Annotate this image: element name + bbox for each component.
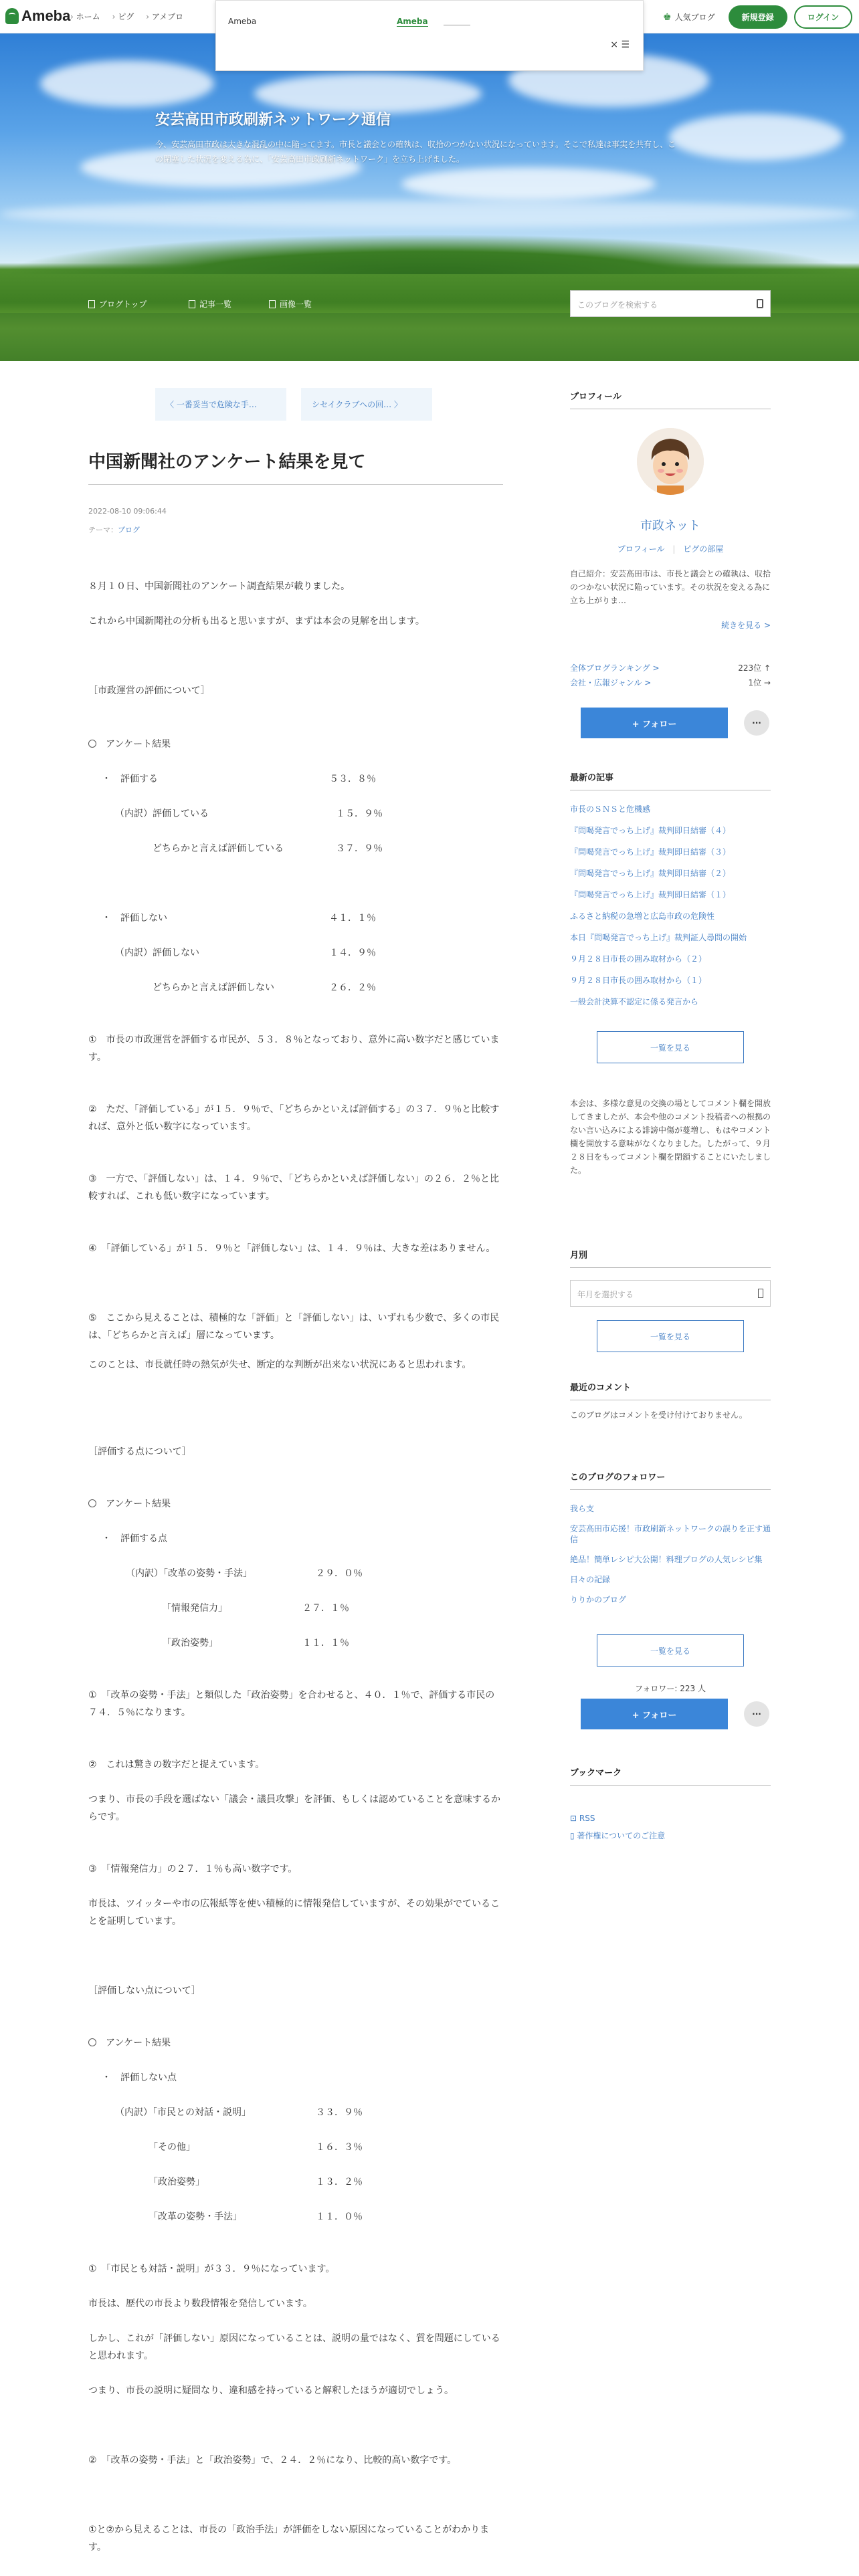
follower-link[interactable]: 日々の記録 (570, 1575, 611, 1584)
avatar-face-icon (637, 428, 704, 495)
profile-avatar[interactable] (637, 428, 704, 495)
recent-article-link[interactable]: 『問喝発言でっち上げ』裁判即日結審（１） (570, 890, 731, 899)
bookmark-heading: ブックマーク (570, 1765, 771, 1786)
more-options-button-bottom[interactable]: ··· (744, 1701, 769, 1727)
recent-article-link[interactable]: 本日『問喝発言でっち上げ』裁判証人尋問の開始 (570, 933, 747, 942)
article-date: 2022-08-10 09:06:44 (88, 507, 167, 516)
ad-label: Ameba (228, 17, 257, 26)
profile-heading: プロフィール (570, 389, 771, 409)
blog-top-link[interactable]: ブログトップ (88, 298, 147, 310)
list-item: ・ 評価する (102, 774, 158, 784)
ranking-value: 223位 ↑ (738, 663, 771, 673)
value: ２９．０％ (316, 1568, 363, 1579)
genre-ranking-link[interactable]: 会社・広報ジャンル > (570, 678, 652, 687)
list-item: （内訳）評価している (115, 809, 209, 819)
ad-close-icon[interactable]: × ☰ (610, 39, 630, 50)
value: １６．３％ (316, 2142, 363, 2153)
paragraph: ② これは驚きの数字だと捉えています。 (88, 1759, 265, 1770)
paragraph: ① 市長の市政運営を評価する市民が、５３．８％となっており、意外に高い数字だと感じています。 (88, 1035, 500, 1063)
nav-pigg[interactable]: › ピグ (112, 11, 134, 22)
list-heading: アンケート結果 (88, 2034, 503, 2052)
recent-list-button[interactable]: 一覧を見る (597, 1031, 744, 1063)
circle-icon (88, 740, 96, 748)
article-title[interactable]: 中国新聞社のアンケート結果を見て (88, 452, 366, 472)
profile-link[interactable]: プロフィール (617, 544, 665, 554)
ameba-logo-icon (5, 8, 19, 24)
paragraph: つまり、市長の説明に疑問なり、違和感を持っていると解釈したほうが適切でしょう。 (88, 2385, 454, 2396)
circle-icon (88, 1499, 96, 1507)
value: ３７．９％ (336, 843, 383, 854)
crown-icon: ♚ (663, 11, 672, 23)
ad-banner[interactable] (215, 0, 644, 71)
list-item: （内訳）評価しない (115, 948, 199, 958)
month-select[interactable]: 年月を選択する (570, 1280, 771, 1307)
recent-article-link[interactable]: 一般会計決算不認定に係る発言から (570, 997, 699, 1006)
rss-link[interactable]: ⊡ RSS (570, 1814, 595, 1823)
list-item: ・ 評価しない (102, 913, 167, 924)
paragraph: ④ 「評価している」が１５．９％と「評価しない」は、１４．９％は、大きな差はありません。 (88, 1243, 496, 1254)
list-heading: アンケート結果 (88, 736, 503, 753)
value: １４．９％ (329, 948, 376, 958)
image-icon (269, 300, 276, 308)
image-list-link[interactable]: 画像一覧 (269, 298, 312, 310)
paragraph: ①と②から見えることは、市長の「政治手法」が評価をしない原因になっていることがわかります。 (88, 2525, 490, 2553)
follower-link[interactable]: 絶品！簡単レシピ大公開！料理ブログの人気レシピ集 (570, 1555, 763, 1564)
blog-search-input[interactable]: このブログを検索する (570, 290, 771, 317)
article-pager (155, 388, 432, 421)
value: １５．９％ (336, 809, 383, 819)
follower-link[interactable]: 我ら支 (570, 1504, 595, 1513)
list-item: どちらかと言えば評価しない (153, 982, 274, 993)
follower-link[interactable]: りりかのブログ (570, 1595, 627, 1604)
rss-icon: ⊡ (570, 1814, 579, 1823)
followers-list (570, 1503, 771, 1614)
value: １３．２％ (316, 2177, 363, 2187)
global-nav (70, 11, 183, 22)
follow-button[interactable]: + フォロー (581, 708, 728, 738)
comment-notice: 本会は、多様な意見の交換の場としてコメント欄を開放してきましたが、本会や他のコメント投稿者への根拠のない言い込みによる誹謗中傷が蔓増し、もはやコメント欄を開放する意味がなくなりました。したがって、９月２８日をもってコメント欄を閉鎖することにいたしました。 (570, 1099, 771, 1175)
nav-home[interactable]: › ホーム (70, 11, 100, 22)
monthly-list-button[interactable]: 一覧を見る (597, 1320, 744, 1352)
ad-link[interactable]: Ameba (397, 17, 428, 26)
paragraph: ① 「市民とも対話・説明」が３３．９％になっています。 (88, 2264, 335, 2274)
followers-heading: このブログのフォロワー (570, 1470, 771, 1490)
ranking-link[interactable]: 全体ブログランキング > (570, 663, 660, 673)
value: ５３．８％ (329, 774, 376, 784)
list-item: 「情報発信力」 (162, 1603, 227, 1614)
comments-closed-text: このブログはコメントを受け付けておりません。 (570, 1410, 747, 1420)
search-icon[interactable] (757, 299, 763, 308)
circle-icon (88, 2038, 96, 2046)
follower-count: フォロワー: 223 人 (635, 1684, 706, 1693)
login-button[interactable]: ログイン (794, 5, 852, 29)
paragraph: ⑤ ここから見えることは、積極的な「評価」と「評価しない」は、いずれも少数で、多くの市民は、「どちらかと言えば」層になっています。 (88, 1313, 500, 1341)
next-article-link[interactable]: シセイクラブへの回… 〉 (301, 388, 432, 421)
recent-article-link[interactable]: ９月２８日市長の囲み取材から（２） (570, 954, 707, 964)
list-item: 「改革の姿勢・手法」 (149, 2212, 242, 2222)
list-item: 「政治姿勢」 (149, 2177, 205, 2187)
recent-heading: 最新の記事 (570, 770, 771, 790)
paragraph: ② ただ、「評価している」が１５．９％で、「どちらかといえば評価する」の３７．９％と比較すれば、意外と低い数字になっています。 (88, 1104, 500, 1132)
recent-article-link[interactable]: 『問喝発言でっち上げ』裁判即日結審（３） (570, 847, 731, 857)
copyright-link[interactable]: ▯ 著作権についてのご注意 (570, 1831, 666, 1840)
paragraph: ③ 一方で、「評価しない」は、１４．９％で、「どちらかといえば評価しない」の２６．２％と比較すれば、これも低い数字になっています。 (88, 1174, 499, 1202)
title-divider (88, 484, 503, 485)
list-item: ・ 評価する点 (102, 1533, 167, 1544)
recent-comments-heading: 最近のコメント (570, 1380, 771, 1400)
monthly-heading: 月別 (570, 1248, 771, 1268)
list-heading: アンケート結果 (88, 1495, 503, 1513)
blog-title[interactable]: 安芸高田市政刷新ネットワーク通信 (155, 112, 391, 128)
select-icon (758, 1289, 763, 1298)
recent-article-link[interactable]: ９月２８日市長の囲み取材から（１） (570, 976, 707, 985)
recent-article-link[interactable]: 『問喝発言でっち上げ』裁判即日結審（２） (570, 869, 731, 878)
value: ４１．１％ (329, 913, 376, 924)
list-item: （内訳）「市民との対話・説明」 (115, 2107, 251, 2118)
value: ３３．９％ (316, 2107, 363, 2118)
article-theme: テーマ：ブログ (88, 526, 140, 534)
read-more-link[interactable]: 続きを見る > (721, 621, 771, 630)
nav-ameblo[interactable]: › アメブロ (146, 11, 183, 22)
paragraph: ③ 「情報発信力」の２７．１％も高い数字です。 (88, 1864, 298, 1874)
paragraph: ① 「改革の姿勢・手法」と類似した「政治姿勢」を合わせると、４０．１％で、評価する市民の７４．５％になります。 (88, 1690, 495, 1718)
follow-button-bottom[interactable]: + フォロー (581, 1699, 728, 1729)
list-item: 「その他」 (149, 2142, 195, 2153)
list-item: 「政治姿勢」 (162, 1638, 218, 1648)
chevron-left-icon: 〈 (166, 400, 177, 409)
genre-ranking-value: 1位 → (748, 678, 771, 687)
more-options-button[interactable]: ··· (744, 710, 769, 736)
paragraph: ② 「改革の姿勢・手法」と「政治姿勢」で、２４．２％になり、比較的高い数字です。 (88, 2455, 457, 2466)
section-heading: ［評価しない点について］ (88, 1985, 201, 1996)
paragraph: 市長は、ツイッターや市の広報紙等を使い積極的に情報発信していますが、その効果がでていることを証明しています。 (88, 1899, 500, 1927)
section-heading: ［市政運営の評価について］ (88, 685, 210, 696)
pigg-room-link[interactable]: ピグの部屋 (683, 544, 724, 554)
value: ２６．２％ (329, 982, 376, 993)
register-button[interactable]: 新規登録 (729, 5, 787, 29)
blog-description: 今、安芸高田市政は大きな混乱の中に陥ってます。市長と議会との確執は、収拾のつかない状況になっています。そこで私達は事実を共有し、この閉塞した状況を変える為に、「安芸高田市政刷新ネットワーク」を立ち上げました。 (155, 140, 676, 164)
value: １１．０％ (316, 2212, 363, 2222)
article-list-link[interactable]: 記事一覧 (189, 298, 231, 310)
theme-link[interactable]: ブログ (118, 526, 140, 534)
profile-intro: 自己紹介：安芸高田市は、市長と議会との確執は、収拾のつかない状況に陥っています。その状況を変える為に立ち上がりま… (570, 569, 771, 605)
paragraph: このことは、市長就任時の熱気が失せ、断定的な判断が出来ない状況にあると思われます。 (88, 1360, 472, 1370)
followers-list-button[interactable]: 一覧を見る (597, 1634, 744, 1667)
paragraph: つまり、市長の手段を選ばない「議会・議員攻撃」を評価、もしくは認めていることを意味するからです。 (88, 1794, 500, 1822)
paragraph: ８月１０日、中国新聞社のアンケート調査結果が載りました。 (88, 581, 351, 592)
paragraph: しかし、これが「評価しない」原因になっていることは、説明の量ではなく、質を問題にしていると思われます。 (88, 2333, 500, 2361)
recent-article-link[interactable]: 『問喝発言でっち上げ』裁判即日結審（４） (570, 826, 731, 835)
popular-blog-link[interactable]: ♚ 人気ブログ (663, 11, 715, 23)
value: １１．１％ (302, 1638, 349, 1648)
profile-links: プロフィール | ピグの部屋 (617, 544, 724, 554)
paragraph: 市長は、歴代の市長より数段情報を発信しています。 (88, 2298, 312, 2309)
recent-article-link[interactable]: ふるさと納税の急増と広島市政の危険性 (570, 911, 715, 921)
home-icon (88, 300, 95, 308)
recent-article-link[interactable]: 市長のＳＮＳと危機感 (570, 804, 651, 814)
list-icon (189, 300, 195, 308)
document-icon: ▯ (570, 1831, 577, 1840)
chevron-right-icon: 〉 (391, 400, 402, 409)
blog-nav-bar (0, 313, 859, 361)
section-heading: ［評価する点について］ (88, 1446, 191, 1457)
profile-name[interactable]: 市政ネット (640, 519, 700, 533)
list-item: （内訳）「改革の姿勢・手法」 (126, 1568, 252, 1579)
follower-link[interactable]: 安芸高田市応援！市政刷新ネットワークの誤りを正す通信 (570, 1524, 771, 1544)
prev-article-link[interactable]: 〈 一番妥当で危険な手… (155, 388, 286, 421)
list-item: ・ 評価しない点 (102, 2072, 177, 2083)
recent-articles-list (570, 804, 771, 1018)
value: ２７．１％ (302, 1603, 349, 1614)
list-item: どちらかと言えば評価している (153, 843, 284, 854)
paragraph: これから中国新聞社の分析も出ると思いますが、まずは本会の見解を出します。 (88, 616, 425, 627)
ameba-logo[interactable]: Ameba (5, 7, 70, 25)
